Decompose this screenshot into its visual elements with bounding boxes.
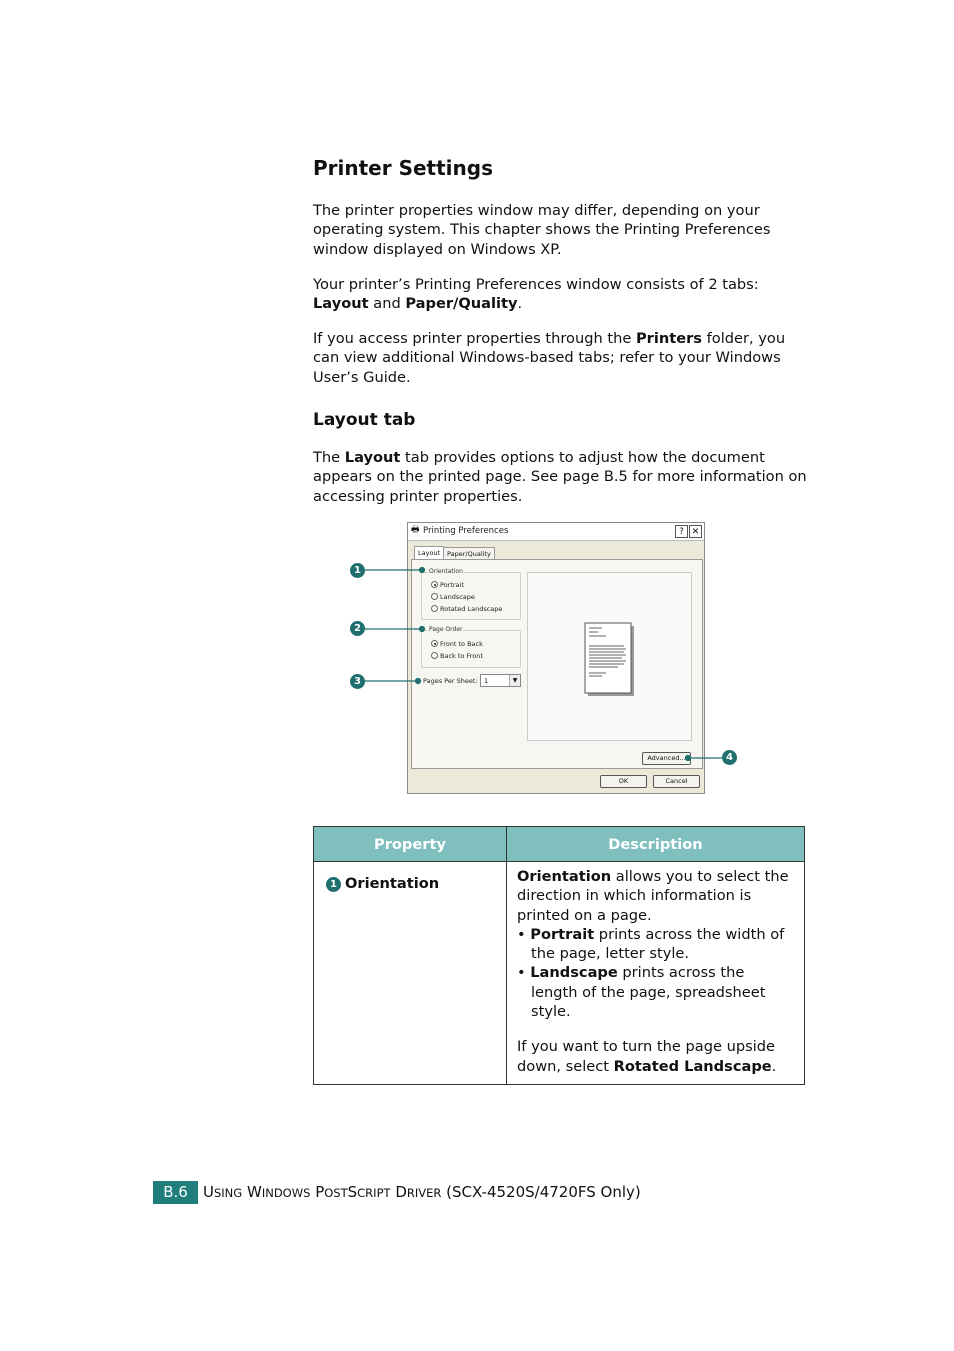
radio-portrait[interactable]: Portrait [431, 581, 464, 589]
ok-button[interactable]: OK [600, 775, 647, 788]
callout-1: 1 [350, 563, 365, 578]
page-number: B.6 [153, 1181, 198, 1204]
description-text: Orientation allows you to select the direction in which information is printed on a page. [517, 868, 789, 924]
dialog-titlebar [408, 523, 704, 541]
pages-per-sheet-select[interactable]: 1 ▼ [480, 674, 521, 687]
close-button[interactable]: ✕ [689, 525, 702, 538]
page-title: Printer Settings [313, 156, 493, 180]
help-button[interactable]: ? [675, 525, 688, 538]
advanced-button[interactable]: Advanced... [642, 752, 691, 765]
radio-rotated-landscape[interactable]: Rotated Landscape [431, 605, 502, 613]
column-header-property: Property [314, 827, 507, 862]
table-row [314, 862, 805, 1085]
callout-1-marker: 1 [326, 877, 341, 892]
section-heading-layout-tab: Layout tab [313, 410, 416, 430]
chevron-down-icon: ▼ [509, 675, 520, 686]
callout-4: 4 [722, 750, 737, 765]
layout-tab-paragraph: The Layout tab provides options to adjust how the document appears on the printed page. See page B.5 for more information on accessing printer properties. [313, 449, 807, 505]
callout-3: 3 [350, 674, 365, 689]
page-order-label: Page Order [429, 626, 463, 633]
intro-paragraph-2: Your printer’s Printing Preferences window consists of 2 tabs: Layout and Paper/Quality. [313, 276, 759, 313]
footer-chapter-title: USING WINDOWS POSTSCRIPT DRIVER (SCX-4520S/4720FS Only) [203, 1183, 641, 1201]
dialog-title: Printing Preferences [423, 526, 509, 536]
printer-icon: 🖶 [411, 525, 420, 535]
radio-back-to-front[interactable]: Back to Front [431, 652, 483, 660]
orientation-label: Orientation [429, 568, 463, 575]
bullet-portrait: • Portrait prints across the width of the page, letter style. [517, 925, 785, 963]
tab-layout[interactable]: Layout [414, 546, 444, 560]
radio-landscape[interactable]: Landscape [431, 593, 475, 601]
callout-2: 2 [350, 621, 365, 636]
pages-per-sheet-label: Pages Per Sheet: [423, 677, 478, 685]
property-cell [314, 862, 507, 1085]
description-note: If you want to turn the page upside down, select Rotated Landscape. [517, 1038, 777, 1075]
table-header-row [314, 827, 805, 862]
cancel-button[interactable]: Cancel [653, 775, 700, 788]
intro-paragraph-3: If you access printer properties through the Printers folder, you can view additional Windows-based tabs; refer to your Windows User’s Guide. [313, 330, 786, 386]
bullet-landscape: • Landscape prints across the length of the page, spreadsheet style. [517, 964, 766, 1021]
property-table [313, 826, 805, 1085]
column-header-description: Description [507, 827, 805, 862]
description-cell [507, 862, 805, 1085]
callout-lines [350, 560, 740, 770]
tab-paper-quality[interactable]: Paper/Quality [443, 547, 495, 560]
radio-front-to-back[interactable]: Front to Back [431, 640, 483, 648]
intro-paragraph-1: The printer properties window may differ, depending on your operating system. This chapter shows the Printing Preferences window displayed on Windows XP. [313, 202, 771, 258]
property-name: Orientation [345, 875, 440, 892]
